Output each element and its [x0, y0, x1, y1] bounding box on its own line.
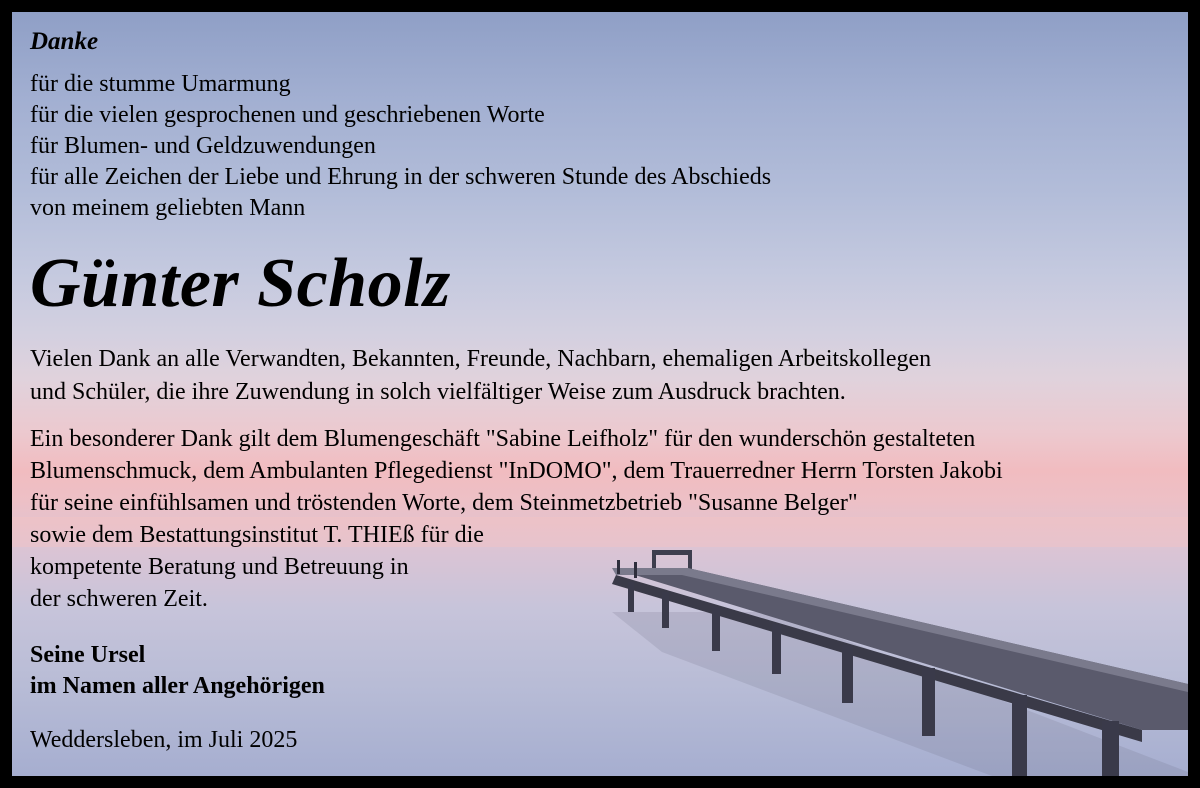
intro-line: für alle Zeichen der Liebe und Ehrung in der schweren Stunde des Abschieds: [30, 164, 772, 190]
intro-line: von meinem geliebten Mann: [30, 195, 306, 221]
paragraph-line: Ein besonderer Dank gilt dem Blumengeschäft "Sabine Leifholz" für den wunderschön gestalteten: [30, 426, 976, 452]
paragraph-line: für seine einfühlsamen und tröstenden Worte, dem Steinmetzbetrieb "Susanne Belger": [30, 490, 858, 516]
intro-line: für die stumme Umarmung: [30, 71, 291, 97]
paragraph-line: und Schüler, die ihre Zuwendung in solch vielfältiger Weise zum Ausdruck brachten.: [30, 379, 846, 405]
paragraph-line: Vielen Dank an alle Verwandten, Bekannten, Freunde, Nachbarn, ehemaligen Arbeitskollegen: [30, 346, 932, 372]
place-date: Weddersleben, im Juli 2025: [30, 727, 298, 753]
deceased-name: Günter Scholz: [30, 245, 451, 322]
intro-line: für Blumen- und Geldzuwendungen: [30, 133, 376, 159]
paragraph-line: kompetente Beratung und Betreuung in: [30, 554, 409, 580]
paragraph-line: Blumenschmuck, dem Ambulanten Pflegedienst "InDOMO", dem Trauerredner Herrn Torsten Jakobi: [30, 458, 1003, 484]
intro-line: für die vielen gesprochenen und geschriebenen Worte: [30, 102, 545, 128]
signature-name: Seine Ursel: [30, 642, 146, 668]
heading-danke: Danke: [30, 28, 99, 55]
signature-family: im Namen aller Angehörigen: [30, 673, 325, 699]
paragraph-line: der schweren Zeit.: [30, 586, 208, 612]
paragraph-line: sowie dem Bestattungsinstitut T. THIEß für die: [30, 522, 484, 548]
